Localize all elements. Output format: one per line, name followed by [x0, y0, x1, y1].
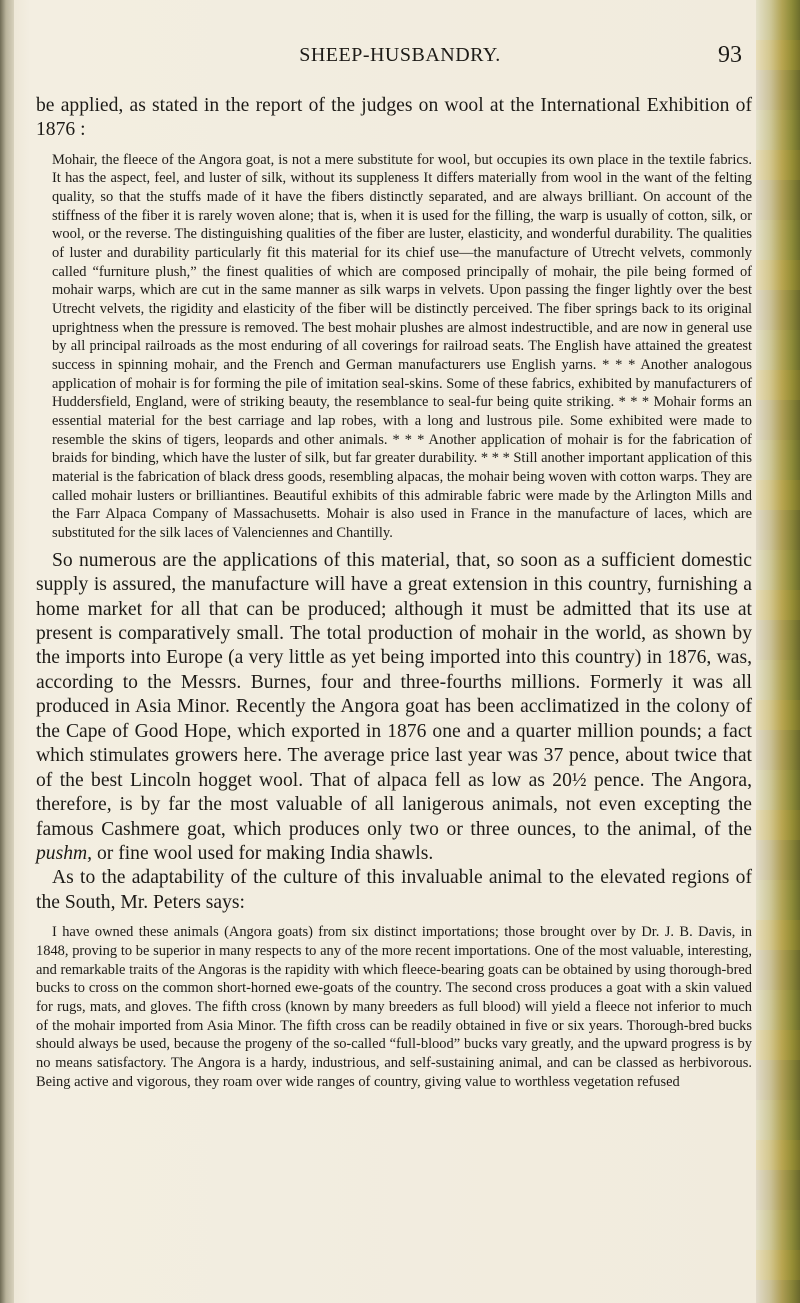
page-binding-edge [0, 0, 14, 1303]
page-header [0, 44, 800, 84]
peters-quote: I have owned these animals (Angora goats) from six distinct importations; those brought over by Dr. J. B. Davis, in 1848, proving to be superior in many respects to any of the more recent importations. One of the most valuable, interesting, and remarkable traits of the Angoras is the rapidity with which fleece-bearing goats can be obtained by using thorough-bred bucks to cross on the common short-horned ewe-goats of the country. The second cross produces a goat with a skin valued for rugs, mats, and gloves. The fifth cross (known by many breeders as full blood) will yield a fleece not inferior to much of the mohair imported from Asia Minor. The fifth cross can be readily obtained in five or six years. Thorough-bred bucks should always be used, because the progeny of the so-called “full-blood” bucks vary greatly, and the upward progress is by no means satisfactory. The Angora is a hardy, industrious, and self-sustaining animal, and can be classed as herbivorous. Being active and vigorous, they roam over wide ranges of country, giving value to worthless vegetation refused [36, 924, 752, 1090]
body-paragraph-1-end: or fine wool used for making India shawls. [92, 843, 434, 865]
pushm-term: pushm, [36, 843, 93, 865]
intro-paragraph: be applied, as stated in the report of the judges on wool at the International Exhibition of 1876 : [36, 95, 752, 141]
judges-report-quote: Mohair, the fleece of the Angora goat, is not a mere substitute for wool, but occupies its own place in the textile fabrics. It has the aspect, feel, and luster of silk, without its suppleness It differs materially from wool in the want of the felting quality, so that the stuffs made of it have the fibers distinctly separated, and are always brilliant. On account of the stiffness of the fiber it is rarely woven alone; that is, when it is used for the filling, the warp is usually of cotton, silk, or wool, or the reverse. The distinguishing qualities of the fiber are luster, elasticity, and wonderful durability. The qualities of luster and durability particularly fit this material for its chief use—the manufacture of Utrecht velvets, commonly called “furniture plush,” the finest qualities of which are composed principally of mohair, the pile being formed of mohair warps, which are cut in the same manner as silk warps in velvets. Upon passing the finger lightly over the best Utrecht velvets, the rigidity and elasticity of the fiber will be distinctly perceived. The fiber springs back to its original uprightness when the pressure is removed. The best mohair plushes are almost indestructible, and are now in general use by all principal railroads as the most enduring of all coverings for railroad seats. The English have attained the greatest success in spinning mohair, and the French and German manufacturers use English yarns. * * * Another analogous application of mohair is for forming the pile of imitation seal-skins. Some of these fabrics, exhibited by manufacturers of Huddersfield, England, were of striking beauty, the resemblance to seal-fur being quite striking. * * * Mohair forms an essential material for the best carriage and lap robes, with a long and lustrous pile. Some exhibited were made to resemble the skins of tigers, leopards and other animals. * * * Another application of mohair is for the fabrication of braids for binding, which have the luster of silk, but far greater durability. * * * Still another important application of this material is the fabrication of black dress goods, resembling alpacas, the mohair being woven with cotton warps. They are called mohair lusters or brilliantines. Beautiful exhibits of this admirable fabric were made by the Arlington Mills and the Farr Alpaca Company of Massachusetts. Mohair is also used in France in the manufacture of laces, which are substituted for the silk laces of Valenciennes and Chantilly. [52, 151, 752, 541]
page-edge-stain [756, 0, 800, 1303]
page-number: 93 [718, 42, 742, 68]
running-head: SHEEP-HUSBANDRY. [299, 44, 501, 66]
body-paragraph-1 [36, 549, 752, 867]
body-paragraph-2: As to the adaptability of the culture of this invaluable animal to the elevated regions of the South, Mr. Peters says: [36, 867, 752, 913]
body-paragraph-1-text: So numerous are the applications of this material, that, so soon as a sufficient domestic supply is assured, the manufacture will have a great extension in this country, furnishing a home market for all that can be produced; although it must be admitted that its use at present is comparatively small. The total production of mohair in the world, as shown by the imports into Europe (a very little as yet being imported into this country) in 1876, was, according to the Messrs. Burnes, four and three-fourths millions. Formerly it was all produced in Asia Minor. Recently the Angora goat has been acclimatized in the colony of the Cape of Good Hope, which exported in 1876 one and a quarter million pounds; a fact which stimulates growers here. The average price last year was 37 pence, about twice that of the best Lincoln hogget wool. That of alpaca fell as low as 20½ pence. The Angora, therefore, is by far the most valuable of all lanigerous animals, not even excepting the famous Cashmere goat, which produces only two or three ounces, to the animal, of the [36, 549, 752, 840]
page-body [36, 94, 752, 1091]
